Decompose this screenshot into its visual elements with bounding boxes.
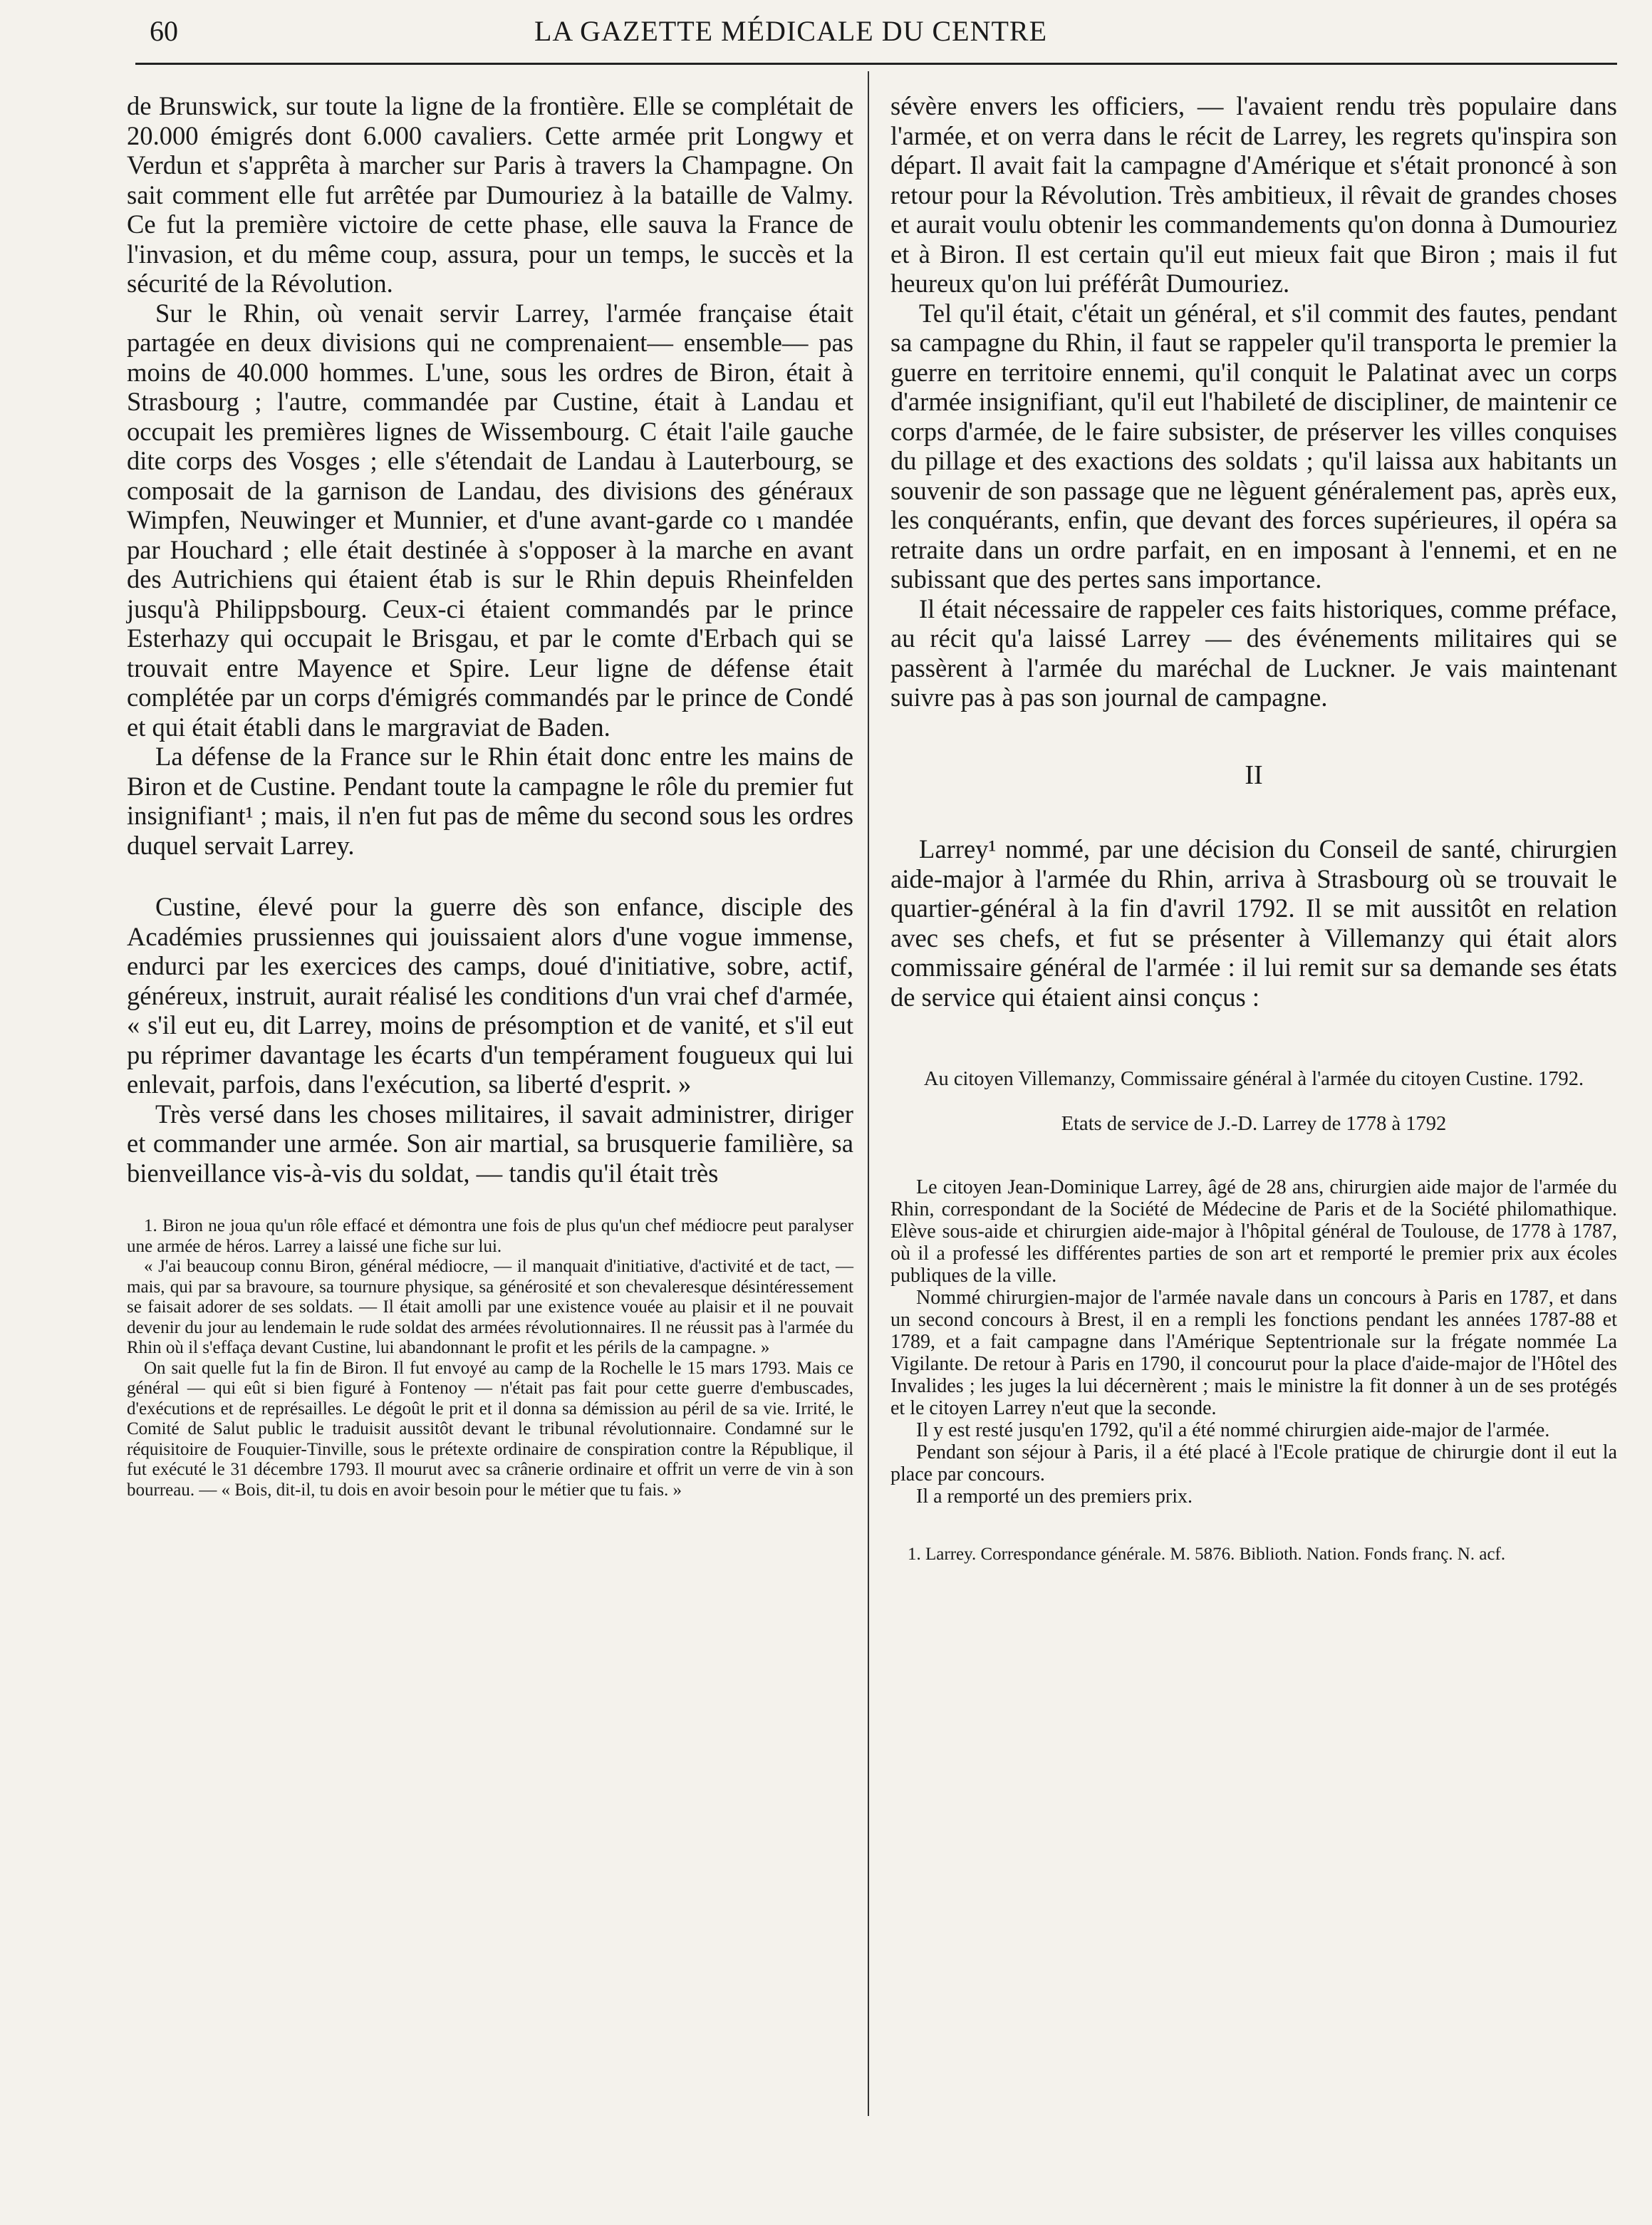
service-record — [890, 1176, 1617, 1508]
left-column — [127, 91, 853, 1500]
paragraph: Tel qu'il était, c'était un général, et s'il commit des fautes, pendant sa campagne du Rhin, il faut se rappeler qu'il transporta le premier la guerre en territoire ennemi, qu'il conquit le Palatinat avec un corps d'armée insignifiant, qu'il eut l'habileté de discipliner, de maintenir ce corps d'armée, de le faire subsister, de préserver les villes conquises du pillage et des exactions des soldats ; qu'il laissa aux habitants un souvenir de son passage que ne lèguent généralement pas, après eux, les conquérants, enfin, que devant des forces supérieures, il opéra sa retraite dans un ordre parfait, en en imposant à l'ennemi, et en ne subissant que des pertes sans importance. — [890, 298, 1617, 593]
paragraph: de Brunswick, sur toute la ligne de la frontière. Elle se complétait de 20.000 émigrés dont 6.000 cavaliers. Cette armée prit Longwy et Verdun et s'apprêta à marcher sur Paris à travers la Champagne. On sait comment elle fut arrêtée par Dumouriez à la bataille de Valmy. Ce fut la première victoire de cette phase, elle sauva la France de l'invasion, et du même coup, assura, pour un temps, le succès et la sécurité de la Révolution. — [127, 91, 853, 298]
record-paragraph: Nommé chirurgien-major de l'armée navale dans un concours à Paris en 1787, et dans un second concours à Brest, il en a rempli les fonctions pendant les années 1787-88 et 1789, et a fait campagne dans l'Amérique Septentrionale sur la frégate nommée La Vigilante. De retour à Paris en 1790, il concourut pour la place d'aide-major de l'Hôtel des Invalides ; les juges la lui décernèrent ; mais le ministre la fit donner à un de ses protégés et le citoyen Larrey n'eut que la seconde. — [890, 1286, 1617, 1419]
record-paragraph: Le citoyen Jean-Dominique Larrey, âgé de 28 ans, chirurgien aide major de l'armée du Rhin, correspondant de la Société de Médecine de Paris et de la Société philomathique. Elève sous-aide et chirurgien aide-major à l'hôpital général de Toulouse, de 1778 à 1787, où il a professé les différentes parties de son art et remporté le premier prix aux écoles publiques de la ville. — [890, 1176, 1617, 1287]
footnote: 1. Biron ne joua qu'un rôle effacé et démontra une fois de plus qu'un chef médiocre peut paralyser une armée de héros. Larrey a laissé une fiche sur lui. — [127, 1216, 853, 1256]
paragraph: Sur le Rhin, où venait servir Larrey, l'armée française était partagée en deux divisions qui ne comprenaient— ensemble— pas moins de 40.000 hommes. L'une, sous les ordres de Biron, était à Strasbourg ; l'autre, commandée par Custine, était à Landau et occupait les premières lignes de Wissembourg. C était l'aile gauche dite corps des Vosges ; elle s'étendait de Landau à Lauterbourg, se composait de la garnison de Landau, des divisions des généraux Wimpfen, Neuwinger et Munnier, et d'une avant-garde co ι mandée par Houchard ; elle était destinée à s'opposer à la marche en avant des Autrichiens qui étaient étab is sur le Rhin depuis Rheinfelden jusqu'à Philippsbourg. Ceux-ci étaient commandés par le prince Esterhazy qui occupait le Brisgau, et par le comte d'Erbach qui se trouvait entre Mayence et Spire. Leur ligne de défense était complétée par un corps d'émigrés commandés par le prince de Condé et qui était établi dans le margraviat de Baden. — [127, 298, 853, 742]
footnote: 1. Larrey. Correspondance générale. M. 5876. Biblioth. Nation. Fonds franç. N. acf. — [908, 1544, 1506, 1564]
footnotes — [890, 1545, 1617, 1565]
paragraph: Il était nécessaire de rappeler ces faits historiques, comme préface, au récit qu'a laissé Larrey — des événements militaires qui se passèrent à l'armée du maréchal de Luckner. Je vais maintenant suivre pas à pas son journal de campagne. — [890, 593, 1617, 712]
address-line: Au citoyen Villemanzy, Commissaire général à l'armée du citoyen Custine. 1792. — [923, 1068, 1584, 1090]
paragraph: sévère envers les officiers, — l'avaient rendu très populaire dans l'armée, et on verra dans le récit de Larrey, les regrets qu'inspira son départ. Il avait fait la campagne d'Amérique et s'était prononcé à son retour pour la Révolution. Très ambitieux, il rêvait de grandes choses et aurait voulu obtenir les commandements qu'on donna à Dumouriez et à Biron. Il est certain qu'il eut mieux fait que Biron ; mais il fut heureux qu'on lui préférât Dumouriez. — [890, 91, 1617, 298]
section-number: II — [1245, 759, 1263, 790]
column-separator — [868, 71, 869, 2116]
etats-title: Etats de service de J.-D. Larrey de 1778 à 1792 — [1061, 1113, 1447, 1135]
paragraph: La défense de la France sur le Rhin était donc entre les mains de Biron et de Custine. Pendant toute la campagne le rôle du premier fut insignifiant¹ ; mais, il n'en fut pas de même du second sous les ordres duquel servait Larrey. — [127, 742, 853, 860]
paragraph: Custine, élevé pour la guerre dès son enfance, disciple des Académies prussiennes qui jouissaient alors d'une vogue immense, endurci par les exercices des camps, doué d'initiative, sobre, actif, généreux, instruit, aurait réalisé les conditions d'un vrai chef d'armée, « s'il eut eu, dit Larrey, moins de présomption et de vanité, et s'il eut pu réprimer davantage les écarts d'un tempérament fougueux qui lui enlevait, parfois, dans l'exécution, sa liberté d'esprit. » — [127, 892, 853, 1099]
right-column — [890, 91, 1617, 1565]
paragraph: Larrey¹ nommé, par une décision du Conseil de santé, chirurgien aide-major à l'armée du Rhin, arriva à Strasbourg où se trouvait le quartier-général à la fin d'avril 1792. Il se mit aussitôt en relation avec ses chefs, et fut se présenter à Villemanzy qui était alors commissaire général de l'armée : il lui remit sur sa demande ses états de service qui étaient ainsi conçus : — [890, 834, 1617, 1012]
record-paragraph: Il a remporté un des premiers prix. — [916, 1485, 1193, 1508]
page-number: 60 — [150, 15, 178, 47]
paragraph-gap — [127, 860, 853, 892]
page-header — [135, 10, 1617, 53]
paragraph: Très versé dans les choses militaires, il savait administrer, diriger et commander une armée. Son air martial, sa brusquerie familière, sa bienveillance vis-à-vis du soldat, — tandis qu'il était très — [127, 1099, 853, 1188]
header-rule — [135, 63, 1617, 65]
running-title: LA GAZETTE MÉDICALE DU CENTRE — [534, 15, 1048, 47]
footnotes — [127, 1216, 853, 1500]
footnote: « J'ai beaucoup connu Biron, général médiocre, — il manquait d'initiative, d'activité et de tact, — mais, qui par sa bravoure, sa tournure physique, sa générosité et son chevaleresque désintéressement se faisait adorer de ses soldats. — Il était amolli par une existence vouée au plaisir et il ne pouvait devenir du jour au lendemain le rude soldat des armées révolutionnaires. Il ne réussit pas à l'armée du Rhin où il s'effaça devant Custine, lui abandonnant le profit et les périls de la campagne. » — [127, 1257, 853, 1357]
record-paragraph: Pendant son séjour à Paris, il a été placé à l'Ecole pratique de chirurgie dont il eut la place par concours. — [890, 1441, 1617, 1485]
footnote: On sait quelle fut la fin de Biron. Il fut envoyé au camp de la Rochelle le 15 mars 1793. Mais ce général — qui eût si bien figuré à Fontenoy — n'était pas fait pour cette guerre d'embuscades, d'exécutions et de représailles. Le dégoût le prit et il donna sa démission au péril de sa vie. Irrité, le Comité de Salut public le traduisit aussitôt devant le tribunal révolutionnaire. Condamné sur le réquisitoire de Fouquier-Tinville, sous le prétexte ordinaire de conspiration contre la République, il fut exécuté le 31 décembre 1793. Il mourut avec sa crânerie ordinaire et offrit un verre de vin à son bourreau. — « Bois, dit-il, tu dois en avoir besoin pour le métier que tu fais. » — [127, 1358, 853, 1500]
record-paragraph: Il y est resté jusqu'en 1792, qu'il a été nommé chirurgien aide-major de l'armée. — [916, 1418, 1550, 1441]
